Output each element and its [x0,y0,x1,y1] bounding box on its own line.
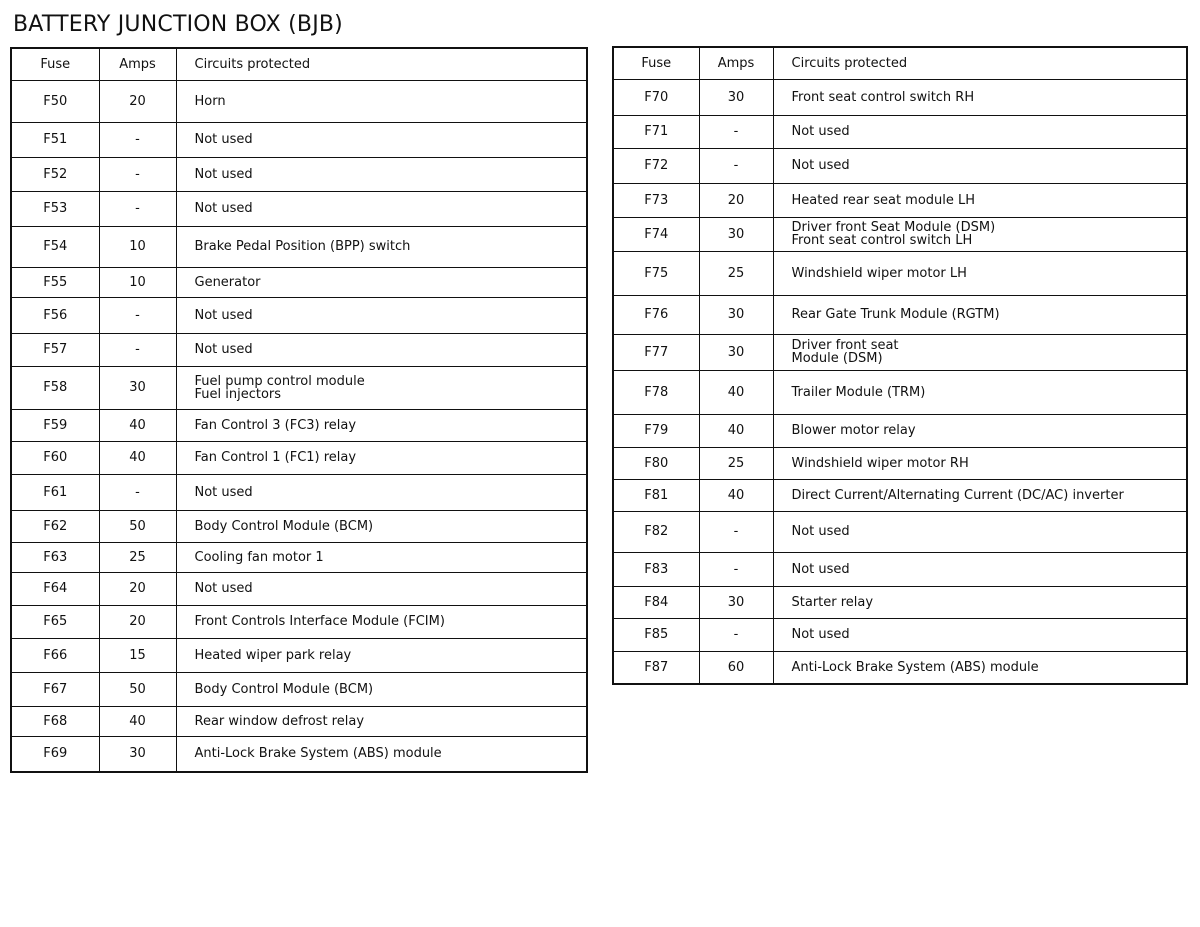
fuse-cell: F72 [613,148,699,183]
circuit-line: Not used [791,124,850,139]
circuit-line: Not used [194,166,253,182]
circuit-line: Front seat control switch LH [791,233,973,248]
table-row [11,638,587,672]
circuit-line: Body Control Module (BCM) [194,518,374,534]
fuse-table-left [10,47,588,773]
table-header-row [613,47,1187,79]
amps-cell: - [699,618,773,651]
fuse-cell: F84 [613,586,699,618]
circuits-cell [773,251,1187,295]
circuit-line: Module (DSM) [791,351,883,366]
amps-cell: 25 [99,542,176,572]
circuits-cell [176,333,587,366]
circuits-cell [176,736,587,772]
fuse-cell: F78 [613,370,699,414]
circuit-line: Not used [791,627,850,642]
circuit-line: Horn [194,93,226,109]
amps-cell: - [99,122,176,157]
circuits-cell [773,479,1187,511]
table-row [11,226,587,267]
fuse-cell: F66 [11,638,99,672]
circuit-line: Not used [194,484,253,500]
amps-cell: 30 [699,334,773,370]
amps-cell: 10 [99,267,176,297]
circuits-cell [176,157,587,191]
circuits-cell [773,447,1187,479]
circuit-line: Heated rear seat module LH [791,192,976,208]
circuit-line: Blower motor relay [791,423,916,438]
amps-cell: 20 [99,80,176,122]
table-row [613,148,1187,183]
fuse-cell: F51 [11,122,99,157]
fuse-cell: F67 [11,672,99,706]
column-header-circuits: Circuits protected [176,48,587,80]
circuit-line: Anti-Lock Brake System (ABS) module [791,659,1039,675]
table-row [613,511,1187,552]
amps-cell: 50 [99,672,176,706]
fuse-cell: F75 [613,251,699,295]
fuse-cell: F80 [613,447,699,479]
circuit-line: Not used [791,524,850,539]
circuit-line: Driver front seat [791,338,899,353]
circuits-cell [176,672,587,706]
amps-cell: 40 [699,414,773,447]
table-row [613,183,1187,217]
amps-cell: 30 [99,736,176,772]
table-row [11,736,587,772]
table-row [11,409,587,441]
table-row [613,651,1187,684]
table-row [11,333,587,366]
fuse-cell: F65 [11,605,99,638]
fuse-cell: F87 [613,651,699,684]
circuits-cell [773,586,1187,618]
table-row [11,672,587,706]
table-row [11,572,587,605]
amps-cell: 30 [699,217,773,251]
amps-cell: 15 [99,638,176,672]
fuse-cell: F59 [11,409,99,441]
table-row [11,267,587,297]
circuit-line: Not used [194,342,253,357]
fuse-cell: F70 [613,79,699,115]
fuse-cell: F56 [11,297,99,333]
circuits-cell [773,148,1187,183]
amps-cell: 30 [699,586,773,618]
circuit-line: Not used [194,201,253,216]
circuits-cell [176,80,587,122]
circuits-cell [176,474,587,510]
column-header-amps: Amps [99,48,176,80]
fuse-cell: F82 [613,511,699,552]
fuse-cell: F68 [11,706,99,736]
amps-cell: - [699,115,773,148]
fuse-cell: F52 [11,157,99,191]
amps-cell: 40 [99,706,176,736]
circuits-cell [773,295,1187,334]
fuse-cell: F74 [613,217,699,251]
circuits-cell [176,122,587,157]
circuits-cell [176,542,587,572]
circuit-line: Starter relay [791,594,874,610]
fuse-cell: F79 [613,414,699,447]
fuse-cell: F81 [613,479,699,511]
circuits-cell [773,370,1187,414]
circuit-line: Fan Control 3 (FC3) relay [194,417,357,433]
column-header-circuits: Circuits protected [773,47,1187,79]
circuit-line: Front Controls Interface Module (FCIM) [194,614,445,629]
circuits-cell [176,297,587,333]
fuse-cell: F54 [11,226,99,267]
circuits-cell [773,552,1187,586]
amps-cell: - [99,191,176,226]
amps-cell: 20 [99,605,176,638]
fuse-cell: F53 [11,191,99,226]
circuit-line: Heated wiper park relay [194,647,352,663]
table-row [613,217,1187,251]
circuits-cell [773,183,1187,217]
fuse-cell: F55 [11,267,99,297]
fuse-table-right [612,46,1188,685]
table-row [613,79,1187,115]
circuits-cell [176,191,587,226]
amps-cell: 40 [699,479,773,511]
circuit-line: Not used [791,158,850,173]
circuits-cell [773,79,1187,115]
fuse-cell: F83 [613,552,699,586]
fuse-cell: F61 [11,474,99,510]
circuit-line: Front seat control switch RH [791,89,975,105]
amps-cell: - [699,148,773,183]
column-header-fuse: Fuse [40,56,71,72]
circuit-line: Fan Control 1 (FC1) relay [194,450,357,465]
amps-cell: 25 [699,447,773,479]
circuits-cell [773,414,1187,447]
amps-cell: 30 [699,295,773,334]
table-row [11,605,587,638]
amps-cell: 30 [699,79,773,115]
circuit-line: Rear Gate Trunk Module (RGTM) [791,307,1000,322]
fuse-cell: F57 [11,333,99,366]
circuit-line: Not used [194,581,253,596]
circuit-line: Not used [194,307,253,323]
table-row [613,552,1187,586]
circuits-cell [176,409,587,441]
fuse-cell: F77 [613,334,699,370]
table-row [613,295,1187,334]
circuits-cell [176,605,587,638]
amps-cell: - [699,511,773,552]
table-row [11,122,587,157]
amps-cell: 20 [99,572,176,605]
circuit-line: Not used [791,561,850,577]
circuits-cell [773,511,1187,552]
table-row [11,510,587,542]
fuse-cell: F63 [11,542,99,572]
table-row [11,80,587,122]
amps-cell: 25 [699,251,773,295]
circuits-cell [773,115,1187,148]
table-row [613,115,1187,148]
circuits-cell [773,618,1187,651]
table-row [613,586,1187,618]
table-row [613,479,1187,511]
circuits-cell [176,366,587,409]
circuits-cell [176,706,587,736]
fuse-cell: F62 [11,510,99,542]
circuits-cell [176,572,587,605]
table-row [11,441,587,474]
circuit-line: Fuel injectors [194,386,282,402]
table-row [613,334,1187,370]
fuse-cell: F71 [613,115,699,148]
amps-cell: 60 [699,651,773,684]
table-row [11,191,587,226]
circuit-line: Trailer Module (TRM) [791,384,926,400]
fuse-cell: F73 [613,183,699,217]
circuit-line: Not used [194,132,253,147]
amps-cell: - [699,552,773,586]
circuit-line: Anti-Lock Brake System (ABS) module [194,746,442,762]
circuit-line: Rear window defrost relay [194,713,365,729]
amps-cell: - [99,157,176,191]
table-row [11,297,587,333]
circuits-cell [176,638,587,672]
table-row [11,542,587,572]
page-title: BATTERY JUNCTION BOX (BJB) [13,12,343,37]
table-row [11,366,587,409]
column-header-amps: Amps [699,47,773,79]
amps-cell: 30 [99,366,176,409]
column-header-fuse: Fuse [641,55,672,71]
table-row [613,251,1187,295]
amps-cell: 40 [99,441,176,474]
amps-cell: - [99,333,176,366]
amps-cell: 50 [99,510,176,542]
table-row [613,447,1187,479]
circuit-line: Direct Current/Alternating Current (DC/AC) inverter [791,487,1124,503]
fuse-cell: F69 [11,736,99,772]
amps-cell: - [99,474,176,510]
circuits-cell [773,217,1187,251]
circuit-line: Brake Pedal Position (BPP) switch [194,239,411,254]
circuits-cell [176,226,587,267]
circuit-line: Driver front Seat Module (DSM) [791,220,996,235]
circuit-line: Cooling fan motor 1 [194,549,324,565]
amps-cell: 40 [699,370,773,414]
table-header-row [11,48,587,80]
circuits-cell [773,334,1187,370]
table-row [613,414,1187,447]
table-row [11,157,587,191]
table-row [11,706,587,736]
circuit-line: Generator [194,274,261,290]
amps-cell: - [99,297,176,333]
circuit-line: Windshield wiper motor RH [791,455,969,471]
fuse-cell: F60 [11,441,99,474]
circuit-line: Fuel pump control module [194,373,365,389]
fuse-cell: F64 [11,572,99,605]
amps-cell: 40 [99,409,176,441]
table-row [613,618,1187,651]
amps-cell: 20 [699,183,773,217]
fuse-cell: F50 [11,80,99,122]
amps-cell: 10 [99,226,176,267]
fuse-cell: F58 [11,366,99,409]
circuit-line: Body Control Module (BCM) [194,681,374,697]
circuits-cell [773,651,1187,684]
circuits-cell [176,267,587,297]
table-row [613,370,1187,414]
circuits-cell [176,441,587,474]
fuse-cell: F85 [613,618,699,651]
fuse-cell: F76 [613,295,699,334]
circuits-cell [176,510,587,542]
table-row [11,474,587,510]
circuit-line: Windshield wiper motor LH [791,265,967,281]
